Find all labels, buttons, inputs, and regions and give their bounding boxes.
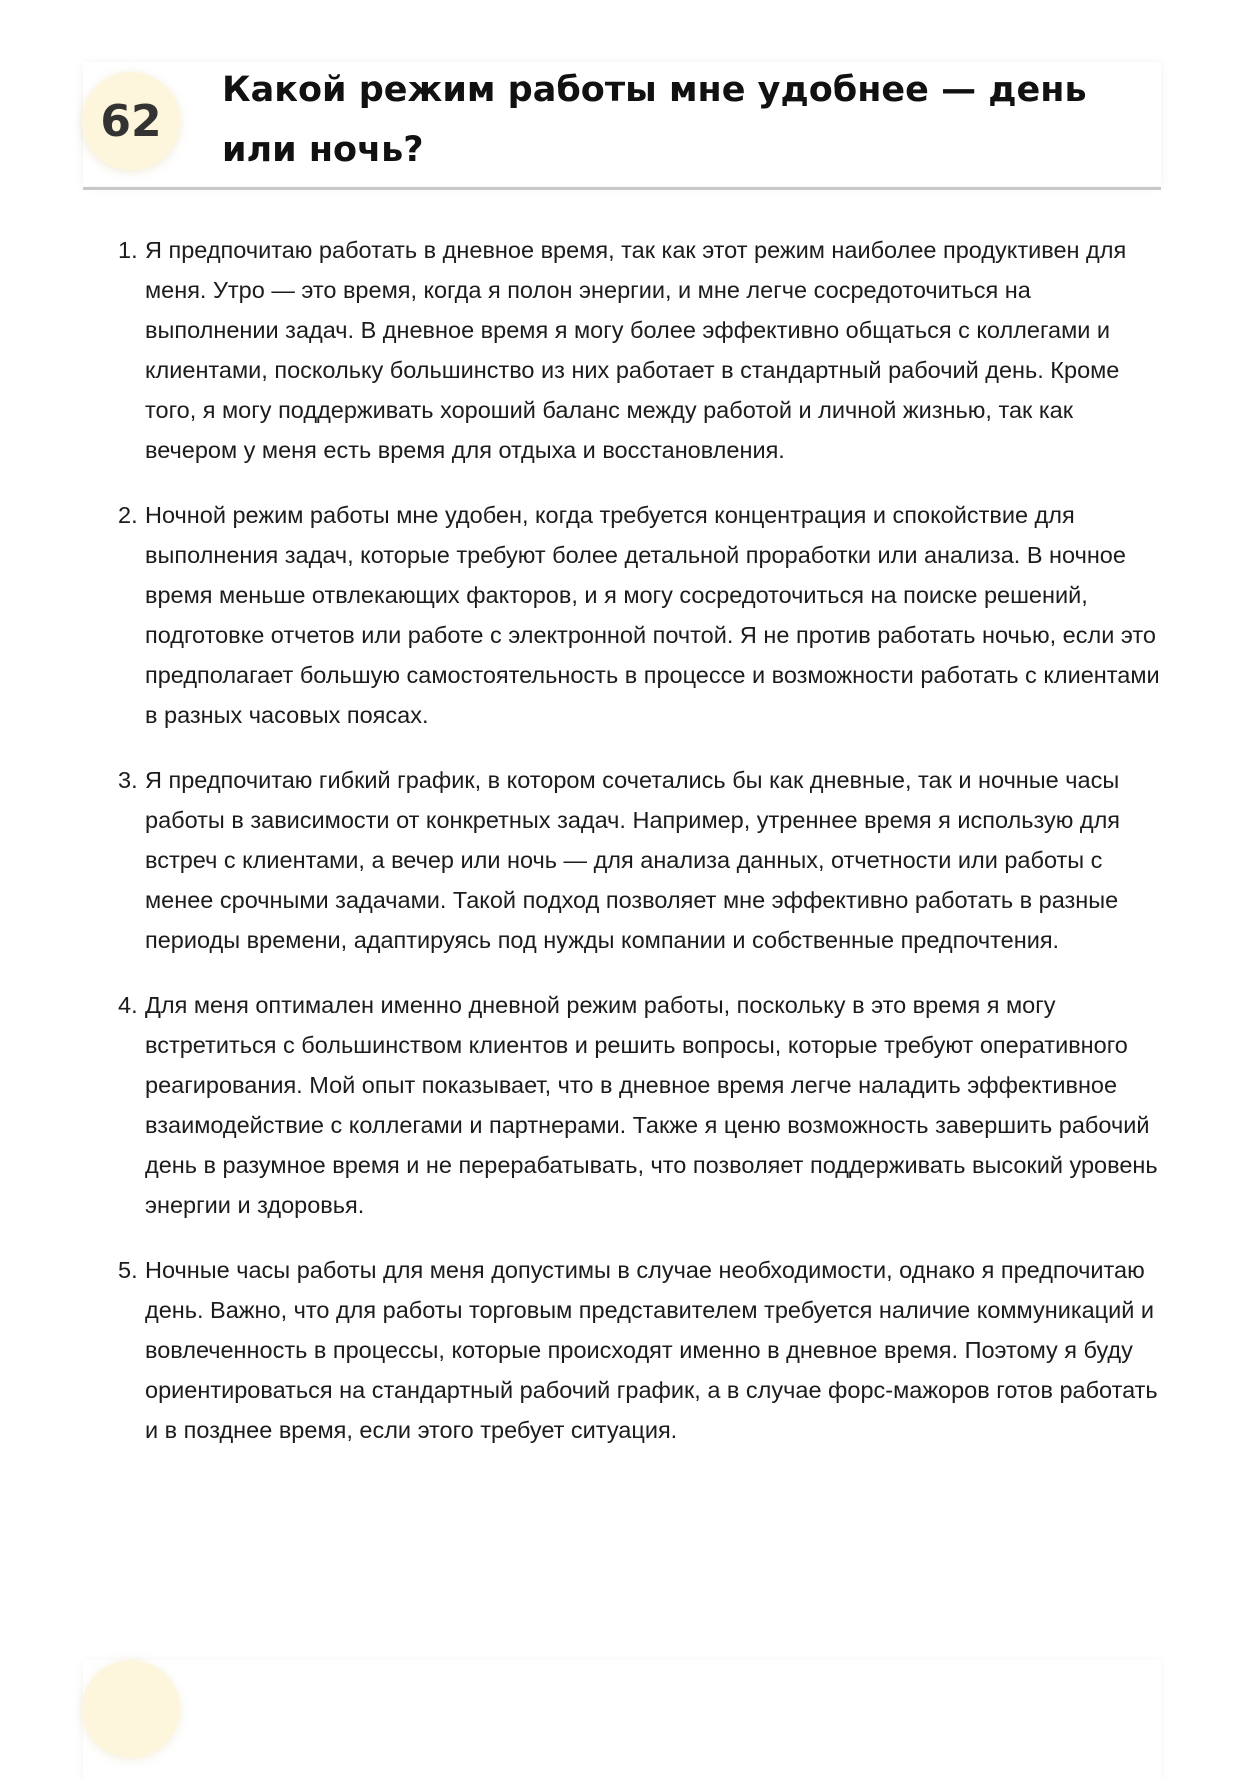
answer-text: Ночной режим работы мне удобен, когда требуется концентрация и спокойствие для выполнения задач, которые требуют более детальной проработки или анализа. В ночное время меньше отвлекающих факторов, и я могу сосредоточиться на поиске решений, подготовке отчетов или работе с электронной почтой. Я не против работать ночью, если это предполагает большую самостоятельность в процессе и возможности работать с клиентами в разных часовых поясах.: [145, 502, 1160, 728]
answer-number: 4.: [118, 992, 138, 1018]
answer-item: [117, 495, 1162, 735]
answer-text: Я предпочитаю работать в дневное время, так как этот режим наиболее продуктивен для меня. Утро — это время, когда я полон энергии, и мне легче сосредоточиться на выполнении задач. В дневное время я могу более эффективно общаться с коллегами и клиентами, поскольку большинство из них работает в стандартный рабочий день. Кроме того, я могу поддерживать хороший баланс между работой и личной жизнью, так как вечером у меня есть время для отдыха и восстановления.: [145, 237, 1127, 463]
answer-number: 5.: [118, 1257, 138, 1283]
answer-number: 3.: [118, 767, 138, 793]
answer-item: [117, 230, 1162, 470]
answer-list: [117, 230, 1162, 1475]
answer-text: Ночные часы работы для меня допустимы в случае необходимости, однако я предпочитаю день. Важно, что для работы торговым представителем требуется наличие коммуникаций и вовлеченность в процессы, которые происходят именно в дневное время. Поэтому я буду ориентироваться на стандартный рабочий график, а в случае форс-мажоров готов работать и в позднее время, если этого требует ситуация.: [145, 1257, 1158, 1443]
answer-text: Я предпочитаю гибкий график, в котором сочетались бы как дневные, так и ночные часы работы в зависимости от конкретных задач. Например, утреннее время я использую для встреч с клиентами, а вечер или ночь — для анализа данных, отчетности или работы с менее срочными задачами. Такой подход позволяет мне эффективно работать в разные периоды времени, адаптируясь под нужды компании и собственные предпочтения.: [145, 767, 1121, 953]
answer-item: [117, 985, 1162, 1225]
next-question-card: [83, 1660, 1161, 1780]
next-question-badge: [82, 1660, 180, 1758]
answer-item: [117, 1250, 1162, 1450]
answer-number: 1.: [118, 237, 138, 263]
answer-number: 2.: [118, 502, 138, 528]
question-number-badge: 62: [82, 72, 180, 170]
answer-text: Для меня оптимален именно дневной режим работы, поскольку в это время я могу встретиться с большинством клиентов и решить вопросы, которые требуют оперативного реагирования. Мой опыт показывает, что в дневное время легче наладить эффективное взаимодействие с коллегами и партнерами. Также я ценю возможность завершить рабочий день в разумное время и не перерабатывать, что позволяет поддерживать высокий уровень энергии и здоровья.: [145, 992, 1158, 1218]
answer-item: [117, 760, 1162, 960]
question-title: Какой режим работы мне удобнее — день или ночь?: [222, 70, 1087, 170]
header-divider: [83, 187, 1161, 190]
